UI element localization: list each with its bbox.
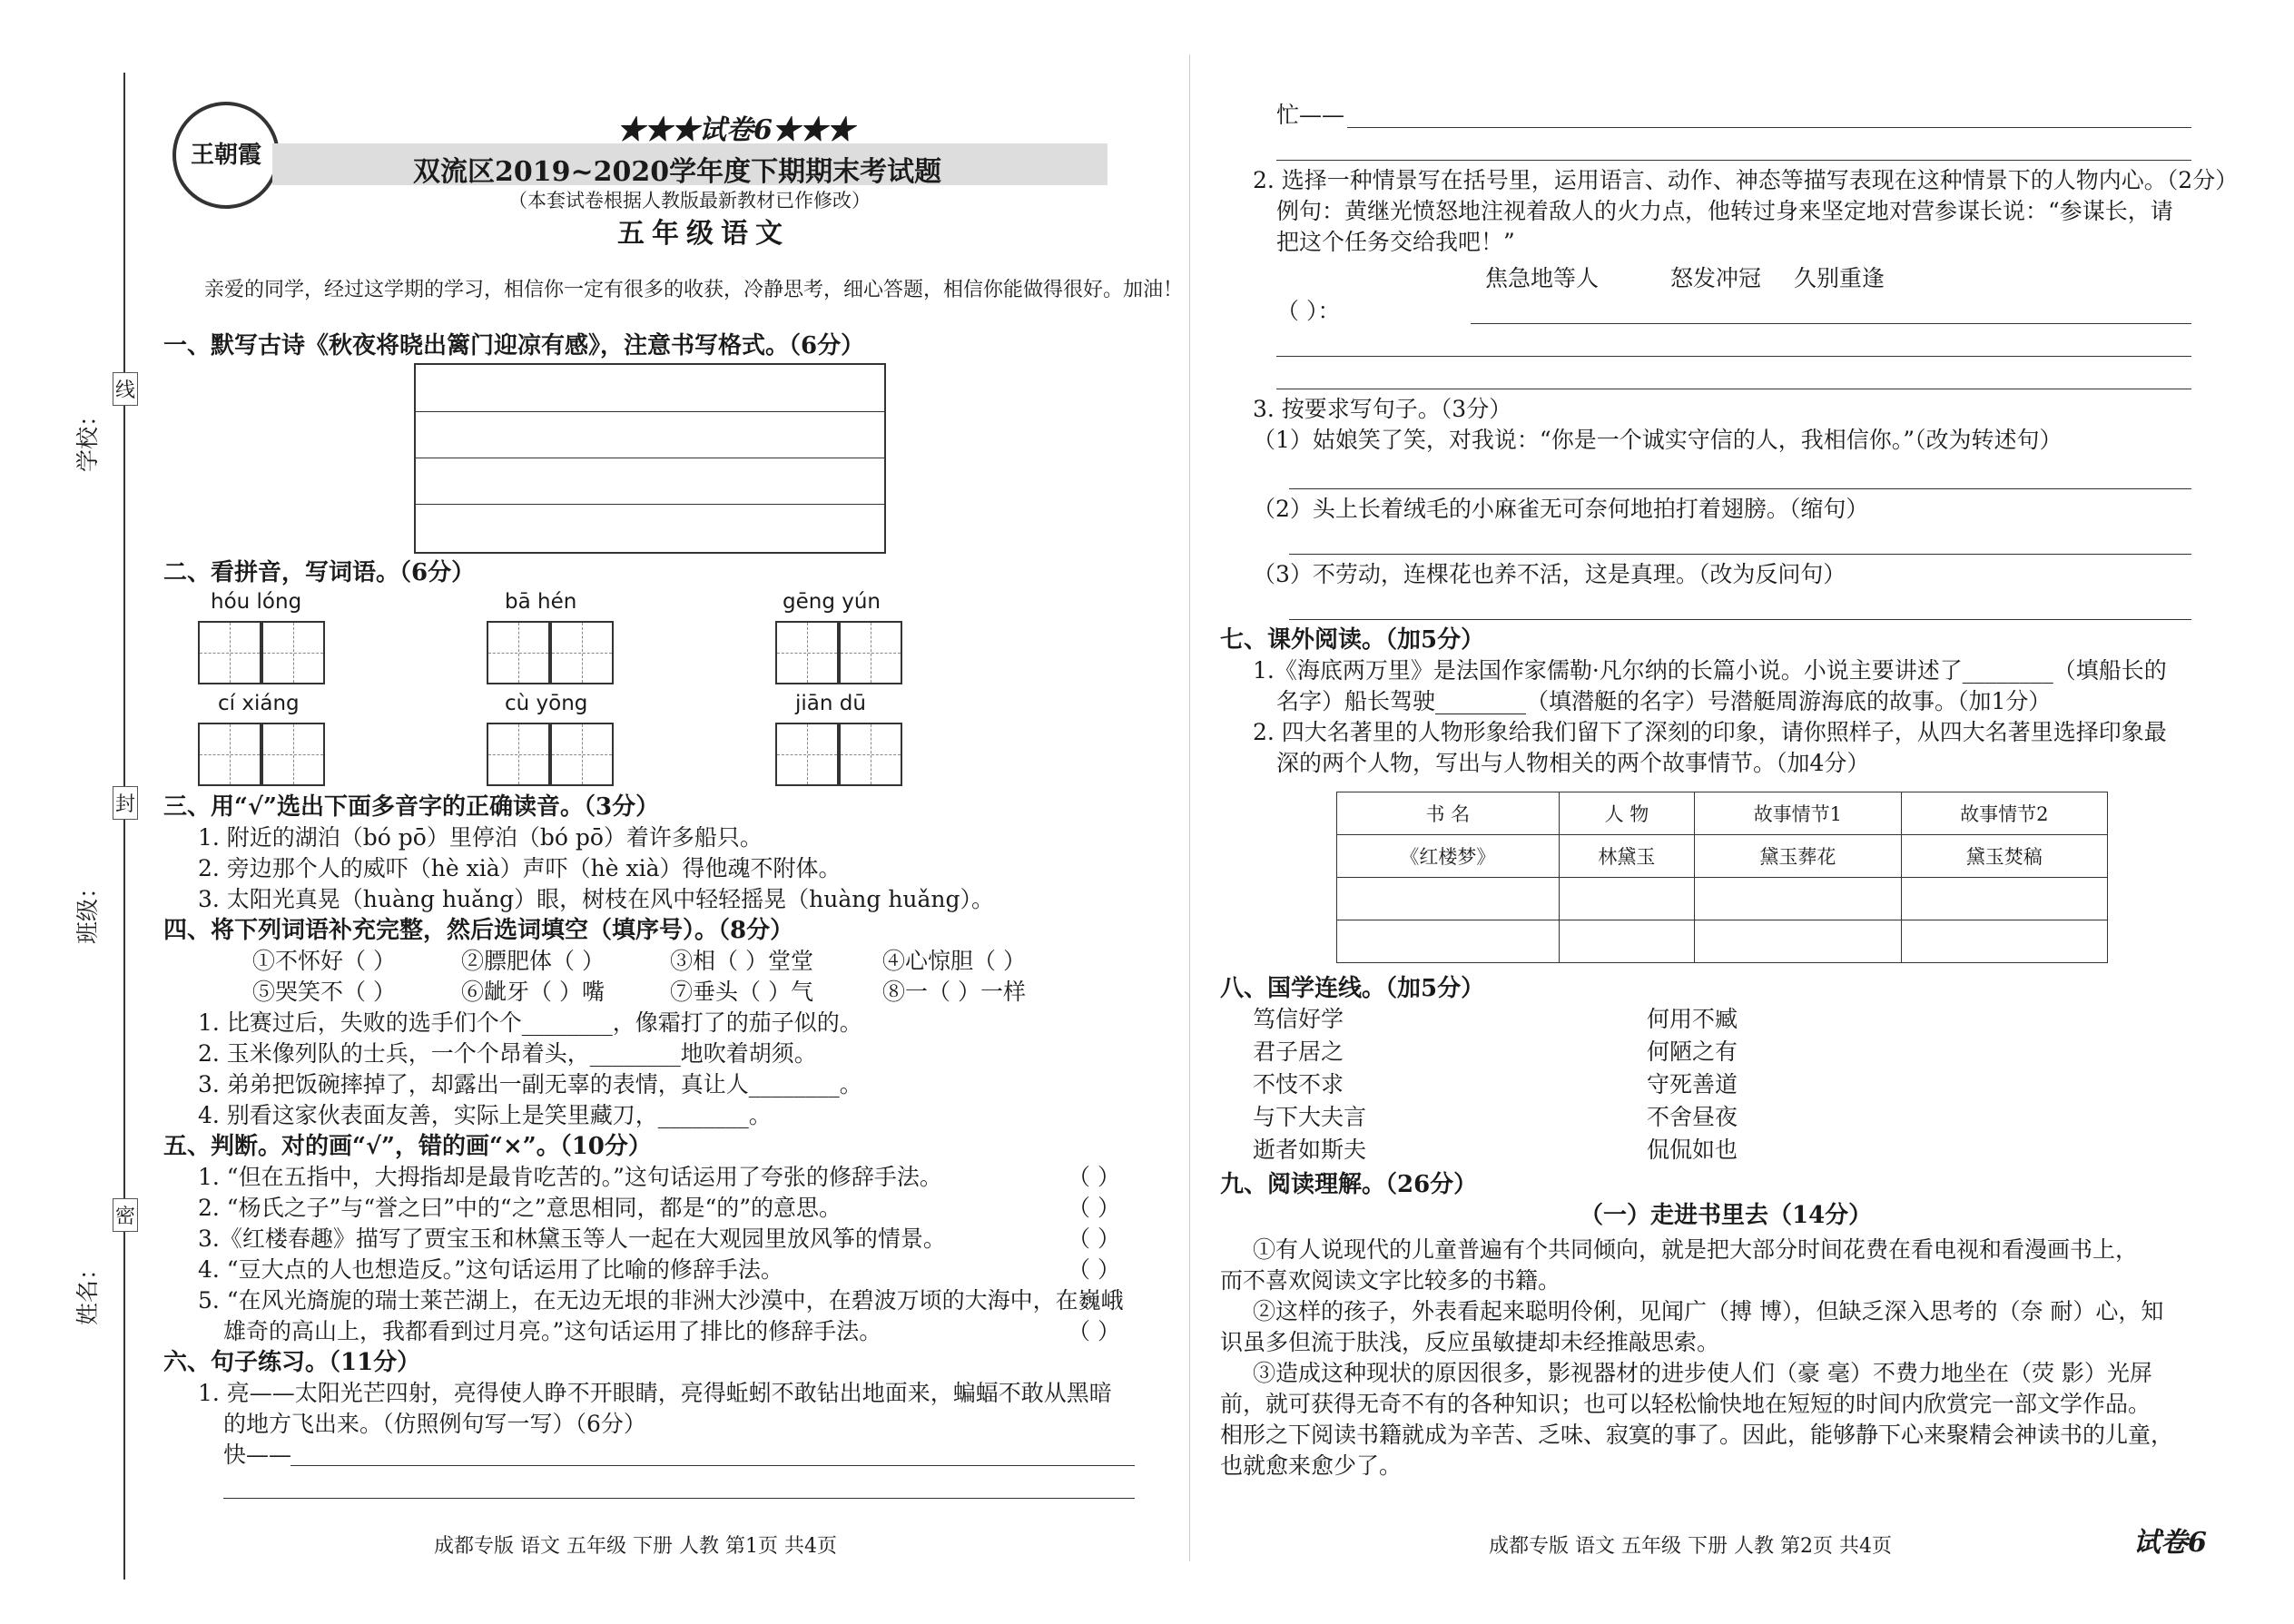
judge-paren[interactable]: （ ）	[1068, 1195, 1120, 1221]
cell-person: 林黛玉	[1559, 835, 1695, 878]
s3-item-2: 2. 旁边那个人的威吓（hè xià）声吓（hè xià）得他魂不附体。	[198, 855, 842, 881]
cell-plot1: 黛玉葬花	[1695, 835, 1901, 878]
s4-word-1: ①不怀好（ ）	[252, 948, 396, 974]
intro-text: 亲爱的同学，经过这学期的学习，相信你一定有很多的收获，冷静思考，细心答题，相信你能做得很好。加油！	[204, 279, 1184, 301]
s6-q1-line1: 1. 亮——太阳光芒四射，亮得使人睁不开眼睛，亮得蚯蚓不敢钻出地面来，蝙蝠不敢从黑暗	[198, 1380, 1112, 1406]
char-cell[interactable]	[487, 621, 550, 684]
match-left-1[interactable]: 笃信好学	[1253, 1006, 1344, 1032]
s5-item-2: 2. “杨氏之子”与“誉之曰”中的“之”意思相同，都是“的”的意思。	[198, 1195, 842, 1221]
match-right-3[interactable]: 守死善道	[1647, 1071, 1738, 1097]
s7-l2: 名字）船长驾驶________（填潜艇的名字）号潜艇周游海底的故事。（加1分）	[1276, 688, 2052, 714]
s4-word-7: ⑦垂头（ ）气	[670, 979, 813, 1005]
th-book: 书 名	[1337, 792, 1560, 835]
para-line: 相形之下阅读书籍就成为辛苦、乏味、寂寞的事了。因此，能够静下心来聚精会神读书的儿童，	[1220, 1422, 2174, 1448]
s7-l1: 1.《海底两万里》是法国作家儒勒·凡尔纳的长篇小说。小说主要讲述了________（填船长的	[1253, 657, 2167, 684]
s4-word-2: ②膘肥体（ ）	[461, 948, 605, 974]
answer-line[interactable]	[1276, 160, 2191, 161]
section-3-title: 三、用“√”选出下面多音字的正确读音。（3分）	[163, 793, 660, 821]
pinyin-1: hóu lóng	[211, 590, 302, 614]
binding-line	[123, 73, 125, 1580]
char-cell[interactable]	[839, 723, 902, 786]
answer-line[interactable]	[1276, 356, 2191, 357]
pinyin-5: cù yōng	[505, 692, 588, 715]
table-cell[interactable]	[1901, 878, 2107, 920]
s6-q3-b: （2）头上长着绒毛的小麻雀无可奈何地拍打着翅膀。（缩句）	[1253, 496, 1869, 522]
s4-item-1: 1. 比赛过后，失败的选手们个个________，像霜打了的茄子似的。	[198, 1009, 862, 1036]
seal-mark-3: 密	[113, 1198, 138, 1232]
s6-q2-line1: 2. 选择一种情景写在括号里，运用语言、动作、神态等描写表现在这种情景下的人物内心。（2分）	[1253, 167, 2239, 193]
table-cell[interactable]	[1695, 920, 1901, 963]
s7-l4: 深的两个人物，写出与人物相关的两个故事情节。（加4分）	[1276, 750, 1870, 776]
char-cell[interactable]	[775, 723, 839, 786]
para-line: ①有人说现代的儿童普遍有个共同倾向，就是把大部分时间花费在看电视和看漫画书上，	[1253, 1236, 2139, 1263]
section-8-title: 八、国学连线。（加5分）	[1220, 975, 1485, 1002]
table-cell[interactable]	[1559, 920, 1695, 963]
match-left-2[interactable]: 君子居之	[1253, 1038, 1344, 1065]
s4-word-3: ③相（ ）堂堂	[670, 948, 813, 974]
section-7-title: 七、课外阅读。（加5分）	[1220, 626, 1485, 654]
scene-option-3: 久别重逢	[1794, 265, 1885, 291]
poem-box[interactable]	[414, 363, 886, 554]
pinyin-6: jiān dū	[795, 692, 866, 715]
s3-item-1: 1. 附近的湖泊（bó pō）里停泊（bó pō）着许多船只。	[198, 824, 763, 851]
edition-note: （本套试卷根据人教版最新教材已作修改）	[508, 190, 871, 212]
table-cell[interactable]	[1337, 920, 1560, 963]
table-cell[interactable]	[1695, 878, 1901, 920]
pinyin-3: gēng yún	[783, 590, 881, 614]
footer-right: 成都专版 语文 五年级 下册 人教 第2页 共4页	[1489, 1535, 1892, 1558]
match-left-3[interactable]: 不忮不求	[1253, 1071, 1344, 1097]
s3-item-3: 3. 太阳光真晃（huàng huǎng）眼，树枝在风中轻轻摇晃（huàng huǎng）。	[198, 886, 995, 912]
answer-line[interactable]	[1347, 127, 2191, 128]
pinyin-2: bā hén	[505, 590, 577, 614]
section-9-title: 九、阅读理解。（26分）	[1220, 1171, 1478, 1198]
s4-item-2: 2. 玉米像列队的士兵，一个个昂着头，________地吹着胡须。	[198, 1040, 817, 1067]
table-cell[interactable]	[1559, 878, 1695, 920]
s5-item-1: 1. “但在五指中，大拇指却是最肯吃苦的。”这句话运用了夸张的修辞手法。	[198, 1164, 942, 1190]
section-2-title: 二、看拼音，写词语。（6分）	[163, 559, 476, 586]
mang-label: 忙——	[1276, 102, 1345, 128]
char-cell[interactable]	[198, 723, 261, 786]
judge-paren[interactable]: （ ）	[1068, 1256, 1120, 1283]
novel-table	[1336, 792, 2108, 963]
match-left-4[interactable]: 与下大夫言	[1253, 1104, 1367, 1130]
section-1-title: 一、默写古诗《秋夜将晓出篱门迎凉有感》，注意书写格式。（6分）	[163, 332, 865, 359]
pinyin-4: cí xiáng	[218, 692, 300, 715]
name-label: 姓名：	[74, 1256, 101, 1325]
para-line: 而不喜欢阅读文字比较多的书籍。	[1220, 1267, 1561, 1294]
scene-option-2: 怒发冲冠	[1670, 265, 1762, 291]
s4-word-5: ⑤哭笑不（ ）	[252, 979, 396, 1005]
series-label: ★★★试卷6★★★	[617, 114, 854, 146]
school-label: 学校：	[74, 403, 101, 472]
s4-word-6: ⑥龇牙（ ）嘴	[461, 979, 605, 1005]
s4-item-4: 4. 别看这家伙表面友善，实际上是笑里藏刀，________。	[198, 1102, 772, 1128]
judge-paren[interactable]: （ ）	[1068, 1318, 1120, 1344]
char-cell[interactable]	[261, 723, 325, 786]
char-cell[interactable]	[487, 723, 550, 786]
judge-paren[interactable]: （ ）	[1068, 1164, 1120, 1190]
s5-item-5a: 5. “在风光旖旎的瑞士莱芒湖上，在无边无垠的非洲大沙漠中，在碧波万顷的大海中，在巍峨	[198, 1287, 1124, 1314]
footer-tag: 试卷6	[2133, 1527, 2207, 1559]
scene-option-1: 焦急地等人	[1485, 265, 1600, 291]
exam-title: 双流区2019~2020学年度下期期末考试题	[413, 156, 942, 188]
s4-item-3: 3. 弟弟把饭碗摔掉了，却露出一副无辜的表情，真让人________。	[198, 1071, 862, 1097]
cell-book: 《红楼梦》	[1337, 835, 1560, 878]
char-cell[interactable]	[839, 621, 902, 684]
s5-item-4: 4. “豆大点的人也想造反。”这句话运用了比喻的修辞手法。	[198, 1256, 783, 1283]
judge-paren[interactable]: （ ）	[1068, 1225, 1120, 1252]
s6-q3-a: （1）姑娘笑了笑，对我说：“你是一个诚实守信的人，我相信你。”（改为转述句）	[1253, 427, 2063, 453]
logo: 王朝霞	[172, 102, 280, 209]
s5-item-3: 3.《红楼春趣》描写了贾宝玉和林黛玉等人一起在大观园里放风筝的情景。	[198, 1225, 946, 1252]
section-4-title: 四、将下列词语补充完整，然后选词填空（填序号）。（8分）	[163, 917, 794, 944]
s6-q3-title: 3. 按要求写句子。（3分）	[1253, 396, 1512, 422]
s5-item-5b: 雄奇的高山上，我都看到过月亮。”这句话运用了排比的修辞手法。	[223, 1318, 882, 1344]
match-right-1[interactable]: 何用不臧	[1647, 1006, 1738, 1032]
section-6-title: 六、句子练习。（11分）	[163, 1349, 421, 1376]
answer-line[interactable]	[1289, 488, 2191, 489]
th-plot2: 故事情节2	[1901, 792, 2107, 835]
para-line: 前，就可获得无奇不有的各种知识；也可以轻松愉快地在短短的时间内欣赏完一部文学作品。	[1220, 1391, 2151, 1417]
match-right-4[interactable]: 不舍昼夜	[1647, 1104, 1738, 1130]
table-cell[interactable]	[1901, 920, 2107, 963]
char-cell[interactable]	[550, 723, 614, 786]
th-plot1: 故事情节1	[1695, 792, 1901, 835]
match-right-5[interactable]: 侃侃如也	[1647, 1137, 1738, 1163]
section-5-title: 五、判断。对的画“√”，错的画“×”。（10分）	[163, 1133, 652, 1160]
char-cell[interactable]	[775, 621, 839, 684]
page-divider	[1189, 54, 1190, 1561]
table-cell[interactable]	[1337, 878, 1560, 920]
class-label: 班级：	[74, 875, 101, 944]
subject-title: 五年级语文	[617, 218, 790, 250]
s6-q3-c: （3）不劳动，连棵花也养不活，这是真理。（改为反问句）	[1253, 561, 1846, 587]
scene-fill[interactable]: （ ）：	[1276, 298, 1341, 324]
para-line: 也就愈来愈少了。	[1220, 1452, 1403, 1479]
answer-line[interactable]	[1289, 619, 2191, 620]
answer-line[interactable]	[223, 1498, 1135, 1499]
s7-l3: 2. 四大名著里的人物形象给我们留下了深刻的印象，请你照样子，从四大名著里选择印象最	[1253, 719, 2167, 745]
s6-q2-line3: 把这个任务交给我吧！”	[1276, 229, 1515, 255]
answer-line[interactable]	[1289, 554, 2191, 555]
s4-word-8: ⑧一（ ）一样	[882, 979, 1026, 1005]
match-right-2[interactable]: 何陋之有	[1647, 1038, 1738, 1065]
s4-word-4: ④心惊胆（ ）	[882, 948, 1026, 974]
seal-mark-1: 线	[113, 372, 138, 406]
s6-q1-line2: 的地方飞出来。（仿照例句写一写）（6分）	[223, 1411, 646, 1437]
char-cell[interactable]	[261, 621, 325, 684]
char-cell[interactable]	[550, 621, 614, 684]
para-line: ②这样的孩子，外表看起来聪明伶俐，见闻广（搏 博），但缺乏深入思考的（奈 耐）心，知	[1253, 1298, 2164, 1324]
reading-subtitle: （一）走进书里去（14分）	[1580, 1202, 1873, 1229]
match-left-5[interactable]: 逝者如斯夫	[1253, 1137, 1367, 1163]
answer-line[interactable]	[1471, 323, 2191, 324]
cell-plot2: 黛玉焚稿	[1901, 835, 2107, 878]
kuai-label: 快——	[223, 1442, 292, 1468]
answer-line[interactable]	[290, 1465, 1135, 1466]
seal-mark-2: 封	[113, 786, 138, 820]
s6-q2-line2: 例句：黄继光愤怒地注视着敌人的火力点，他转过身来坚定地对营参谋长说：“参谋长，请	[1276, 198, 2173, 224]
char-cell[interactable]	[198, 621, 261, 684]
th-person: 人 物	[1559, 792, 1695, 835]
footer-left: 成都专版 语文 五年级 下册 人教 第1页 共4页	[434, 1535, 837, 1558]
para-line: ③造成这种现状的原因很多，影视器材的进步使人们（豪 毫）不费力地坐在（荧 影）光屏	[1253, 1360, 2152, 1386]
para-line: 识虽多但流于肤浅，反应虽敏捷却未经推敲思索。	[1220, 1329, 1720, 1355]
